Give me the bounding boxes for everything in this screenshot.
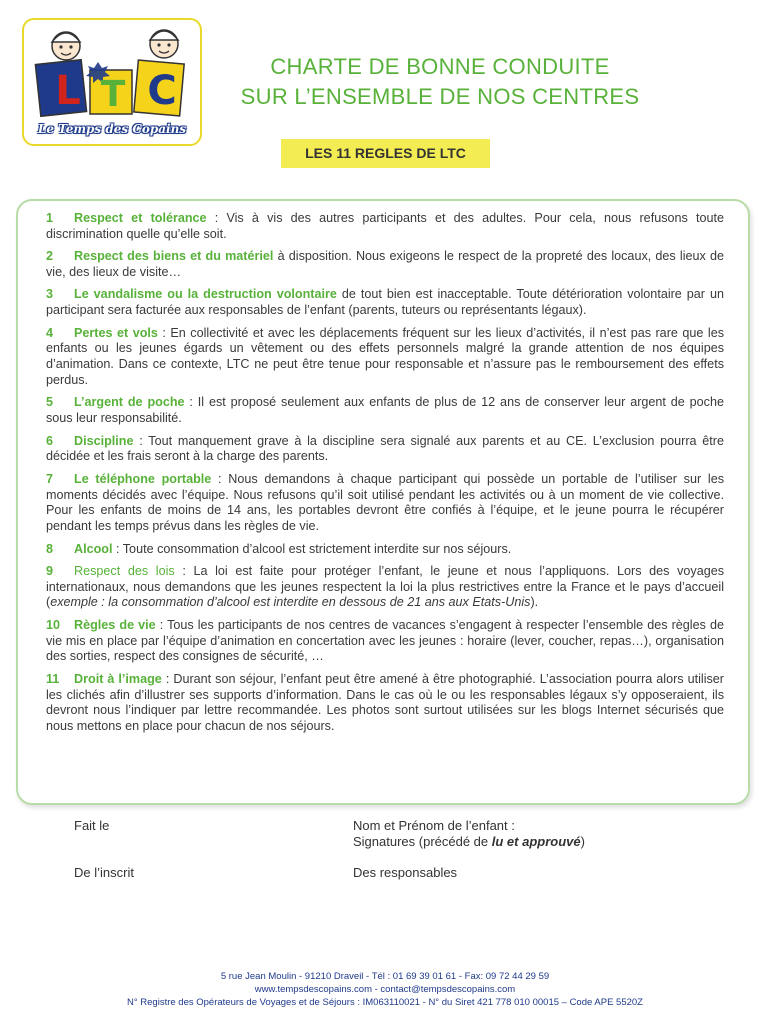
rule-number: 9: [46, 563, 54, 578]
rule-label: Le vandalisme ou la destruction volontaire: [74, 287, 337, 302]
child-name-label: Nom et Prénom de l’enfant :: [353, 818, 515, 833]
rule-number: 3: [46, 287, 54, 302]
rule-text-end: ).: [530, 595, 539, 610]
rule-separator: :: [155, 617, 168, 632]
rule-number: 6: [46, 433, 54, 448]
rule-label: Respect des biens et du matériel: [74, 249, 274, 264]
rule-item: [46, 672, 724, 735]
signatures-emphasis: lu et approuvé: [491, 834, 581, 849]
footer-web: www.tempsdescopains.com - contact@tempsdescopains.com: [254, 984, 516, 995]
rule-separator: :: [174, 563, 194, 578]
rule-text: En collectivité et avec les déplacements fréquent sur les lieux d’activités, il n’est pas rare que les enfants ou les jeunes égards un vêtement ou des effets personnels malgré la grande attention de nos équipes d’animation. Dans ce contexte, LTC ne peut être tenue pour responsable et n’assure pas le remboursement des effets perdus.: [46, 325, 724, 387]
rule-label: Règles de vie: [74, 617, 156, 632]
rule-separator: :: [157, 325, 171, 340]
fait-le-label: Fait le: [74, 818, 110, 833]
rule-number: 4: [46, 325, 54, 340]
rule-item: [46, 564, 724, 611]
rule-item: [46, 287, 724, 319]
rule-text: Tout manquement grave à la discipline sera signalé aux parents et au CE. L’exclusion pourra être décidée et les frais seront à la charge des parents.: [46, 433, 724, 464]
rule-number: 1: [46, 211, 54, 225]
ltc-logo: [22, 18, 202, 146]
rule-item: [46, 434, 724, 466]
rule-item: [46, 542, 724, 558]
rule-separator: :: [206, 211, 227, 225]
logo-letter-l: L: [55, 68, 81, 114]
signatures-suffix: ): [580, 834, 585, 849]
logo-tagline: Le Temps des Copains: [37, 122, 187, 136]
rule-number: 7: [46, 471, 54, 486]
footer-address: 5 rue Jean Moulin - 91210 Draveil - Tél : 01 69 39 01 61 - Fax: 09 72 44 29 59: [220, 971, 550, 982]
rule-text: Il est proposé seulement aux enfants de plus de 12 ans de conserver leur argent de poche sous leur responsabilité.: [46, 395, 724, 426]
rule-number: 2: [46, 249, 54, 264]
rule-item: [46, 395, 724, 427]
guardians-label: Des responsables: [353, 865, 458, 880]
rule-item: [46, 618, 724, 665]
signatures-label: [353, 833, 585, 850]
rule-text: à disposition. Nous exigeons le respect de la propreté des locaux, des lieux de vie, des lieux de visite…: [46, 249, 724, 279]
rule-item: [46, 472, 724, 535]
rule-text: Toute consommation d’alcool est strictement interdite sur nos séjours.: [122, 541, 512, 556]
rule-text: Vis à vis des autres participants et des adultes. Pour cela, nous refusons toute discrimination quelle qu’elle soit.: [46, 211, 724, 241]
rule-label: Discipline: [74, 433, 134, 448]
rule-number: 10: [46, 617, 61, 632]
rule-text: La loi est faite pour protéger l’enfant, le jeune et nous l’appliquons. Lors des voyages internationaux, nous demandons que les jeunes respectent la loi la plus restrictives entre la France et le pays d’accueil (: [46, 563, 724, 610]
rule-label: Le téléphone portable: [74, 471, 212, 486]
rule-item: [46, 211, 724, 243]
rule-label: Pertes et vols: [74, 325, 158, 340]
footer-registry: N° Registre des Opérateurs de Voyages et de Séjours : IM063110021 - N° du Siret 421 778 010 00015 – Code APE 5520Z: [126, 997, 643, 1008]
page-title-line1: CHARTE DE BONNE CONDUITE: [270, 54, 610, 79]
rule-label: Respect et tolérance: [74, 211, 207, 225]
page-title-line2: SUR L’ENSEMBLE DE NOS CENTRES: [240, 84, 640, 109]
rule-separator: :: [211, 471, 229, 486]
rule-label: Droit à l’image: [74, 671, 162, 686]
logo-letter-t: T: [100, 74, 126, 115]
rules-heading: LES 11 REGLES DE LTC: [281, 139, 490, 168]
rule-number: 5: [46, 395, 54, 410]
rule-label: L’argent de poche: [74, 395, 185, 410]
rules-list: [46, 211, 724, 742]
rule-example: exemple : la consommation d’alcool est interdite en dessous de 21 ans aux Etats-Unis: [50, 595, 531, 610]
rule-item: [46, 249, 724, 281]
rule-separator: :: [161, 671, 174, 686]
logo-letter-c: C: [147, 68, 177, 114]
rule-label: Alcool: [74, 541, 113, 556]
rule-label: Respect des lois: [74, 563, 175, 578]
rule-number: 8: [46, 541, 54, 556]
rule-separator: :: [112, 541, 123, 556]
rule-text: Tous les participants de nos centres de vacances s’engagent à respecter l’ensemble des règles de vie mis en place par l’équipe d’animation en concertation avec les jeunes : horaire (lever, coucher, repas…), organisation des sorties, respect des consignes de sécurité, …: [46, 617, 724, 664]
rule-separator: :: [184, 395, 198, 410]
registrant-label: De l’inscrit: [74, 865, 134, 880]
rule-text: Nous demandons à chaque participant qui possède un portable de l’utiliser sur les moments décidés avec l’équipe. Nous refusons qu’il soit utilisé pendant les activités ou à un moment de vie collective. Pour les enfants de moins de 14 ans, les portables devront être confiés à l’équipe, et le jeune pourra le récupérer pendant les temps prévus dans les règles de vie.: [46, 471, 724, 534]
rule-text: Durant son séjour, l’enfant peut être amené à être photographié. L’association pourra alors utiliser les clichés afin d’illustrer ses supports d’information. Dans le cas où le ou les responsables légaux s’y opposeraient, ils devront nous l’indiquer par lettre recommandée. Les photos sont surtout utilisées sur les blogs Internet sécurisés que nous mettons en place pour chacun de nos séjours.: [46, 671, 724, 734]
rule-item: [46, 326, 724, 389]
rule-number: 11: [46, 671, 60, 686]
signatures-prefix: Signatures (précédé de: [353, 834, 492, 849]
rule-text: de tout bien est inacceptable. Toute détérioration volontaire par un participant sera facturée aux responsables de l’enfant (parents, tuteurs ou représentants légaux).: [46, 287, 724, 318]
rule-separator: :: [133, 433, 149, 448]
